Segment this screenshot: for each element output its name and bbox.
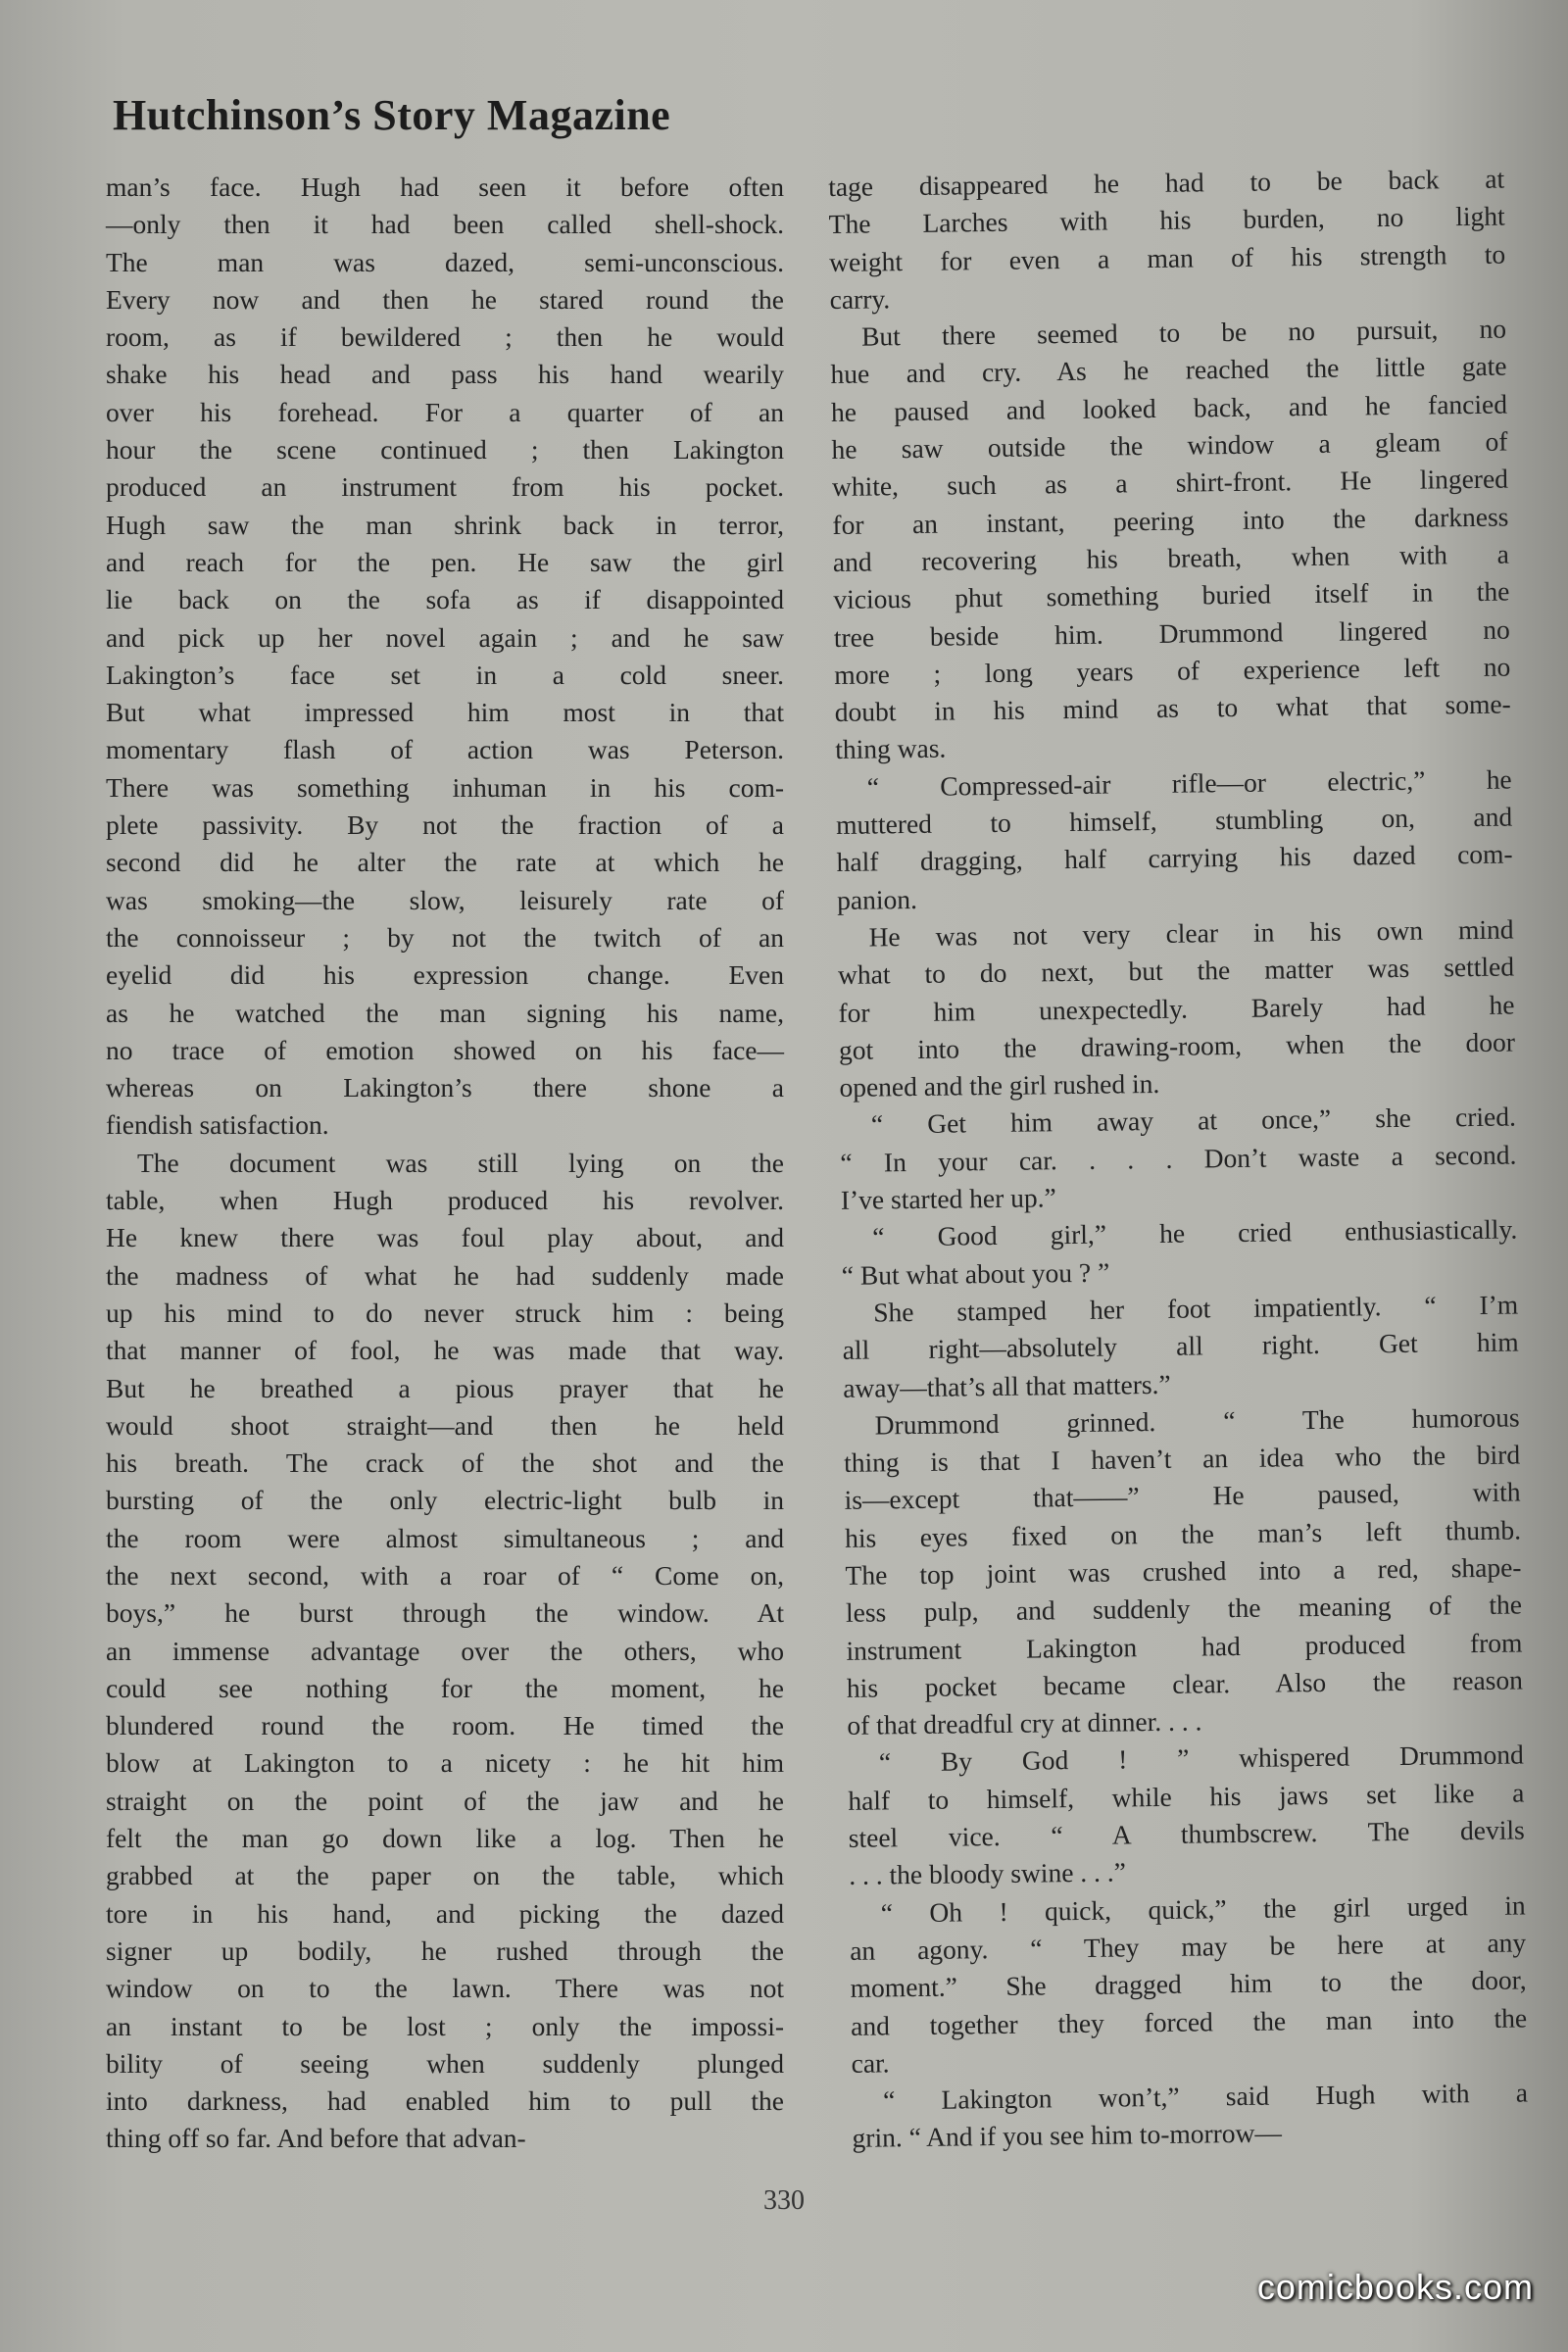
text-line: But there seemed to be no pursuit, no	[860, 313, 1507, 352]
text-line: all right—absolutely all right. Get him	[842, 1326, 1519, 1366]
text-line: his breath. The crack of the shot and the	[106, 1447, 784, 1479]
text-line: opened and the girl rushed in.	[839, 1068, 1160, 1103]
text-line: and recovering his breath, when with a	[832, 538, 1510, 577]
text-line: There was something inhuman in his com-	[106, 771, 784, 803]
text-line: tage disappeared he had to be back at	[828, 163, 1505, 202]
text-line: vicious phut something buried itself in the	[833, 575, 1510, 615]
text-line: thing was.	[835, 733, 947, 765]
text-line: She stamped her foot impatiently. “ I’m	[873, 1289, 1519, 1328]
text-line: room, as if bewildered ; then he would	[106, 321, 784, 353]
text-line: and together they forced the man into the	[850, 2001, 1528, 2041]
text-line: Drummond grinned. “ The humorous	[874, 1401, 1520, 1441]
text-line: over his forehead. For a quarter of an	[106, 396, 784, 427]
text-line: the next second, with a roar of “ Come on,	[106, 1559, 784, 1591]
text-line: he paused and looked back, and he fancied	[830, 388, 1508, 427]
text-line: blundered round the room. He timed the	[106, 1710, 784, 1741]
text-line: weight for even a man of his strength to	[828, 238, 1506, 277]
text-line: “ But what about you ? ”	[841, 1256, 1110, 1291]
text-line: an immense advantage over the others, who	[106, 1635, 784, 1666]
text-line: “ Good girl,” he cried enthusiastically.	[872, 1213, 1518, 1252]
text-line: I’ve started her up.”	[840, 1182, 1056, 1215]
text-line: boys,” he burst through the window. At	[106, 1597, 784, 1629]
text-line: of that dreadful cry at dinner. . . .	[847, 1705, 1202, 1741]
text-line: He knew there was foul play about, and	[106, 1222, 784, 1253]
text-line: thing off so far. And before that advan-	[106, 2123, 526, 2154]
watermark-logo: comicbooks.com	[1256, 2267, 1534, 2307]
text-line: hue and cry. As he reached the little gate	[830, 351, 1507, 390]
left-column	[106, 169, 784, 2158]
text-line: fiendish satisfaction.	[106, 1109, 329, 1141]
text-line: hour the scene continued ; then Lakington	[106, 434, 784, 466]
text-line: instrument Lakington had produced from	[846, 1627, 1523, 1666]
text-line: . . . the bloody swine . . .”	[849, 1856, 1127, 1891]
text-line: moment.” She dragged him to the door,	[850, 1964, 1527, 2004]
text-line: window on to the lawn. There was not	[106, 1973, 784, 2004]
text-line: Every now and then he stared round the	[106, 283, 784, 315]
text-line: The top joint was crushed into a red, shape-	[845, 1551, 1522, 1591]
text-line: panion.	[836, 883, 918, 915]
text-line: half dragging, half carrying his dazed com-	[836, 838, 1513, 878]
text-line: an agony. “ They may be here at any	[850, 1927, 1527, 1966]
text-line: —only then it had been called shell-shock.	[106, 209, 784, 240]
text-line: plete passivity. By not the fraction of a	[106, 809, 784, 841]
text-line: what to do next, but the matter was settled	[837, 951, 1515, 991]
text-line: his pocket became clear. Also the reason	[846, 1664, 1524, 1703]
text-line: muttered to himself, stumbling on, and	[835, 801, 1513, 840]
text-line: up his mind to do never struck him : being	[106, 1297, 784, 1328]
text-line: blow at Lakington to a nicety : he hit him	[106, 1747, 784, 1779]
text-line: less pulp, and suddenly the meaning of the	[845, 1589, 1523, 1629]
text-line: was smoking—the slow, leisurely rate of	[106, 884, 784, 915]
text-line: tore in his hand, and picking the dazed	[106, 1897, 784, 1929]
text-line: got into the drawing-room, when the door	[838, 1026, 1516, 1065]
text-line: The Larches with his burden, no light	[828, 200, 1505, 240]
text-line: is—except that——” He paused, with	[844, 1476, 1521, 1516]
text-line: momentary flash of action was Peterson.	[106, 734, 784, 765]
text-line: half to himself, while his jaws set like a	[848, 1777, 1525, 1816]
text-line: that manner of fool, he was made that way.	[106, 1335, 784, 1366]
text-line: the connoisseur ; by not the twitch of an	[106, 921, 784, 953]
text-line: But what impressed him most in that	[106, 697, 784, 728]
text-line: carry.	[829, 283, 891, 315]
text-line: table, when Hugh produced his revolver.	[106, 1185, 784, 1216]
text-line: the madness of what he had suddenly made	[106, 1259, 784, 1291]
text-line: signer up bodily, he rushed through the	[106, 1935, 784, 1966]
text-line: The document was still lying on the	[137, 1147, 784, 1178]
text-line: and reach for the pen. He saw the girl	[106, 546, 784, 577]
text-line: thing is that I haven’t an idea who the bird	[843, 1439, 1521, 1478]
text-line: He was not very clear in his own mind	[868, 913, 1514, 953]
text-line: steel vice. “ A thumbscrew. The devils	[848, 1814, 1525, 1853]
text-line: straight on the point of the jaw and he	[106, 1785, 784, 1816]
text-line: and pick up her novel again ; and he saw	[106, 621, 784, 653]
text-line: his eyes fixed on the man’s left thumb.	[844, 1514, 1522, 1553]
text-line: shake his head and pass his hand wearily	[106, 359, 784, 390]
text-line: would shoot straight—and then he held	[106, 1409, 784, 1441]
text-line: no trace of emotion showed on his face—	[106, 1034, 784, 1065]
text-line: “ In your car. . . . Don’t waste a second.	[840, 1139, 1517, 1178]
text-line: the room were almost simultaneous ; and	[106, 1522, 784, 1553]
text-line: he saw outside the window a gleam of	[831, 425, 1508, 466]
text-line: grin. “ And if you see him to-morrow—	[852, 2117, 1283, 2154]
page-number: 330	[763, 2185, 805, 2216]
text-line: grabbed at the paper on the table, which	[106, 1860, 784, 1891]
right-column	[828, 161, 1529, 2158]
text-line: into darkness, had enabled him to pull the	[106, 2085, 784, 2117]
text-line: “ Get him away at once,” she cried.	[870, 1101, 1517, 1140]
text-line: lie back on the sofa as if disappointed	[106, 584, 784, 615]
text-line: The man was dazed, semi-unconscious.	[106, 246, 784, 277]
text-line: white, such as a shirt-front. He lingered	[831, 463, 1509, 503]
text-line: an instant to be lost ; only the impossi-	[106, 2010, 784, 2041]
text-line: Lakington’s face set in a cold sneer.	[106, 659, 784, 690]
text-line: bursting of the only electric-light bulb in	[106, 1485, 784, 1516]
text-line: “ Compressed-air rifle—or electric,” he	[866, 763, 1512, 803]
text-line: But he breathed a pious prayer that he	[106, 1372, 784, 1403]
text-line: car.	[851, 2047, 890, 2079]
text-line: whereas on Lakington’s there shone a	[106, 1072, 784, 1103]
text-line: eyelid did his expression change. Even	[106, 959, 784, 991]
text-line: doubt in his mind as to what that some-	[834, 688, 1511, 728]
text-line: away—that’s all that matters.”	[843, 1368, 1171, 1403]
text-line: tree beside him. Drummond lingered no	[833, 613, 1510, 653]
text-line: produced an instrument from his pocket.	[106, 471, 784, 503]
text-line: for him unexpectedly. Barely had he	[838, 989, 1515, 1028]
text-line: felt the man go down like a log. Then he	[106, 1823, 784, 1854]
text-line: “ Oh ! quick, quick,” the girl urged in	[880, 1889, 1526, 1929]
text-line: “ Lakington won’t,” said Hugh with a	[882, 2077, 1529, 2116]
text-line: for an instant, peering into the darkness	[832, 501, 1509, 540]
running-header: Hutchinson’s Story Magazine	[113, 91, 671, 139]
text-line: man’s face. Hugh had seen it before often	[106, 172, 784, 202]
text-line: could see nothing for the moment, he	[106, 1672, 784, 1703]
text-line: second did he alter the rate at which he	[106, 847, 784, 878]
text-line: as he watched the man signing his name,	[106, 997, 784, 1028]
text-line: bility of seeing when suddenly plunged	[106, 2047, 784, 2079]
text-line: Hugh saw the man shrink back in terror,	[106, 509, 784, 540]
text-line: “ By God ! ” whispered Drummond	[878, 1739, 1525, 1778]
text-line: more ; long years of experience left no	[834, 651, 1511, 690]
